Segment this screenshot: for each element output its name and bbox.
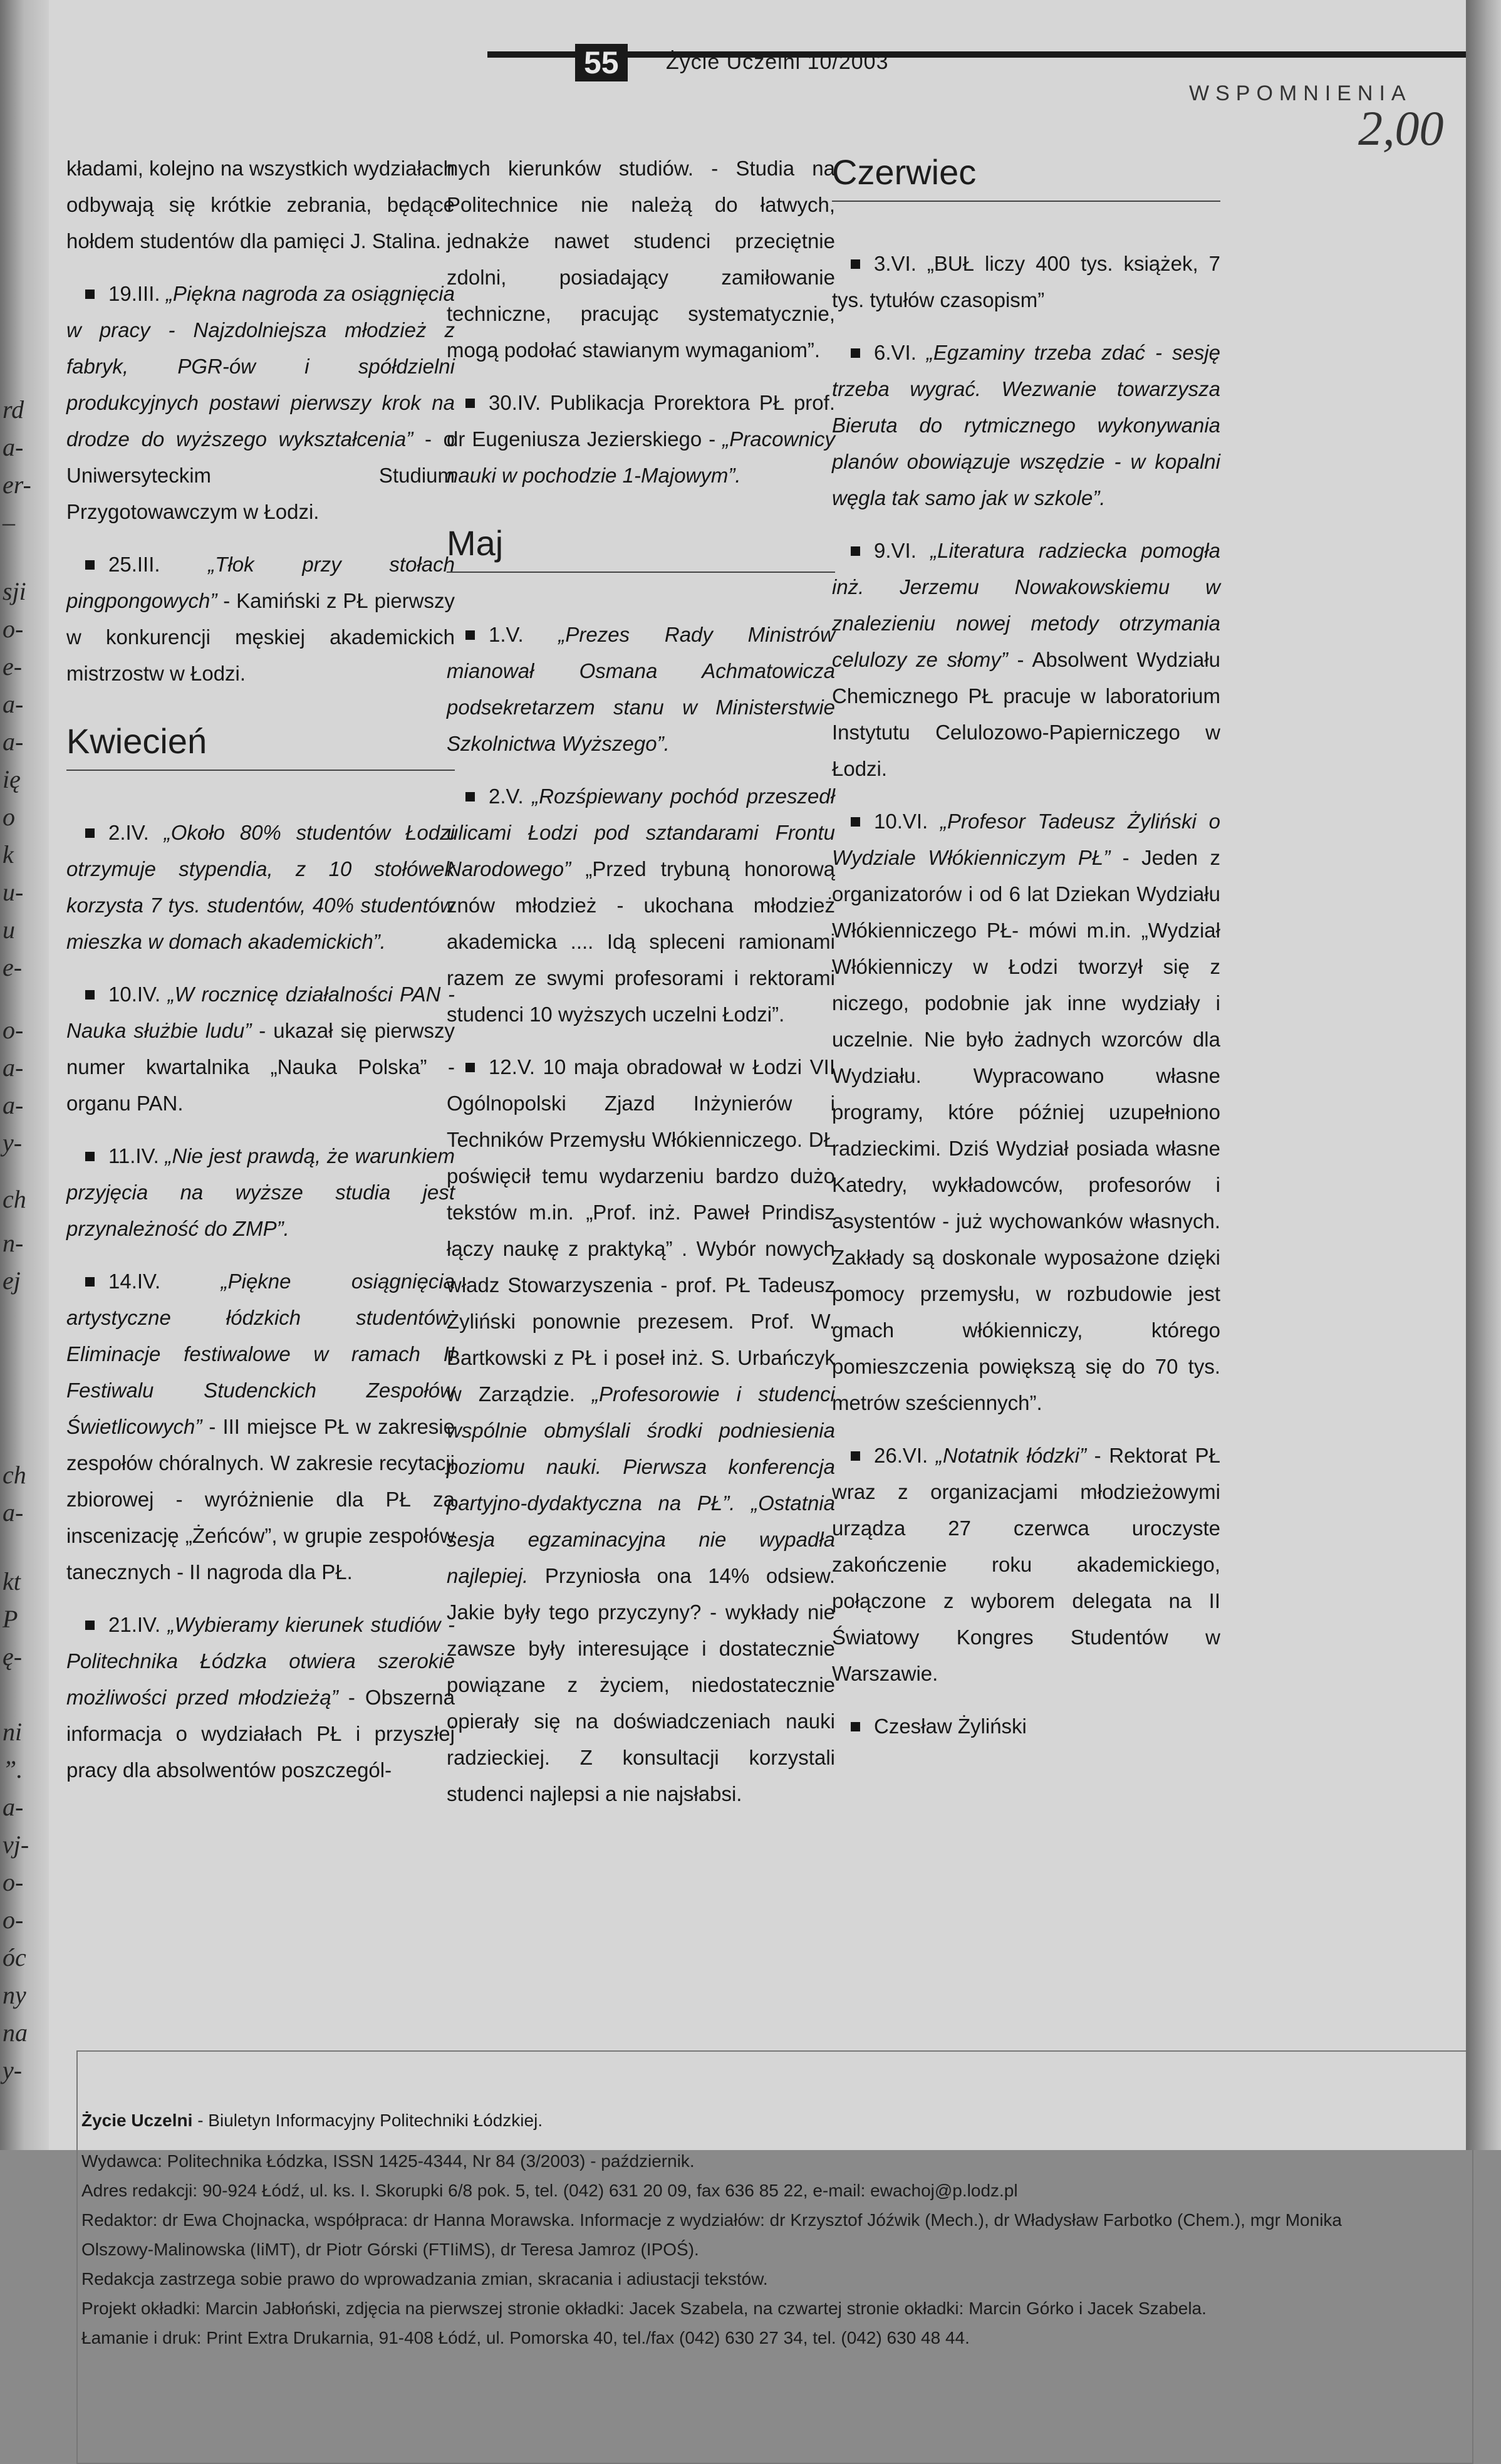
margin-fragment: ”. (3, 1755, 23, 1783)
entry-date: 21.IV. (108, 1613, 161, 1636)
paragraph: 19.III. „Piękna nagroda za osiągnięcia w pracy - Najzdolniejsza młodzież z fabryk, PGR-ów i spółdzielni produkcyjnych postawi pierwszy krok na drodze do wyższego wykształcenia” - o Uniwersyteckim Studium Przygotowawczym w Łodzi. (66, 282, 455, 523)
paragraph (832, 335, 1220, 516)
colophon-text (81, 2106, 1460, 2352)
paragraph: 14.IV. „Piękne osiągnięcia artystyczne łódzkich studentów. Eliminacje festiwalowe w ramach II Festiwalu Studenckich Zespołów Świetlicowych” - III miejsce PŁ w zakresie zespołów chóralnych. W zakresie recytacji zbiorowej - wyróżnienie dla PŁ za inscenizację „Żeńców”, w grupie zespołów tanecznych - II nagroda dla PŁ. (66, 1270, 455, 1584)
margin-fragment: y- (3, 1129, 23, 1157)
paragraph: 21.IV. „Wybieramy kierunek studiów - Politechnika Łódzka otwiera szerokie możliwości przed młodzieżą” - Obszerna informacja o wydziałach PŁ i przyszłej pracy dla absolwentów poszczegól- (66, 1613, 455, 1782)
quote: „Pracownicy nauki w pochodzie 1-Majowym”. (447, 427, 836, 487)
colophon-box (76, 2050, 1473, 2464)
colophon-title: Życie Uczelni (81, 2111, 193, 2130)
author-signature: Czesław Żyliński (832, 1708, 1220, 1745)
paragraph: 30.IV. Publikacja Prorektora PŁ prof. dr Eugeniusza Jezierskiego - „Pracownicy nauki w pochodzie 1-Majowym”. (447, 391, 836, 487)
colophon-rights: Redakcja zastrzega sobie prawo do wprowadzania zmian, skracania i adiustacji tekstów. (81, 2269, 768, 2289)
entry-date: 3.VI. (874, 252, 917, 275)
margin-fragment: ny (3, 1981, 26, 2009)
margin-fragment: ch (3, 1461, 26, 1489)
entry-date: 12.V. (489, 1055, 536, 1078)
margin-fragment: rd (3, 395, 24, 424)
margin-fragment: a- (3, 1091, 24, 1119)
magazine-page (49, 0, 1483, 2347)
entry-date: 2.IV. (108, 821, 149, 844)
entry-date: 9.VI. (874, 539, 917, 562)
entry-date: 10.VI. (874, 810, 928, 833)
header-rule (487, 51, 1477, 58)
margin-fragment: o (3, 803, 15, 831)
entry-date: 11.IV. (108, 1144, 159, 1167)
colophon-publisher: Wydawca: Politechnika Łódzka, ISSN 1425-4344, Nr 84 (3/2003) - październik. (81, 2151, 695, 2171)
quote: „Wybieramy kierunek studiów - Politechnika Łódzka otwiera szerokie możliwości przed młodzieżą” (66, 1613, 455, 1709)
quote: „Nie jest prawdą, że warunkiem przyjęcia na wyższe studia jest przynależność do ZMP”. (66, 1144, 455, 1240)
quote: „Notatnik łódzki” (935, 1444, 1086, 1467)
handwritten-note: 2,00 (1358, 101, 1444, 155)
margin-fragment: a- (3, 433, 24, 461)
margin-fragment: e- (3, 652, 23, 681)
entry-date: 25.III. (108, 553, 160, 576)
quote: „Piękne osiągnięcia artystyczne łódzkich studentów. Eliminacje festiwalowe w ramach II Festiwalu Studenckich Zespołów Świetlicowych” (66, 1270, 455, 1438)
paragraph: 26.VI. „Notatnik łódzki” - Rektorat PŁ wraz z organizacjami młodzieżowymi urządza 27 czerwca uroczyste zakończenie roku akademickiego, połączone z wyborem delegata na II Światowy Kongres Studentów w Warszawie. (832, 1444, 1220, 1685)
margin-fragment: u (3, 916, 15, 944)
margin-fragment: P (3, 1605, 18, 1633)
paragraph: 25.III. „Tłok przy stołach pingpongowych” - Kamiński z PŁ pierwszy w konkurencji męskiej akademickich mistrzostw w Łodzi. (66, 553, 455, 685)
right-page-edge (1466, 0, 1501, 2150)
entry-date: 1.V. (489, 623, 524, 646)
margin-fragment: o- (3, 1016, 24, 1044)
entry-date: 10.IV. (108, 983, 161, 1006)
paragraph: 9.VI. „Literatura radziecka pomogła inż. Jerzemu Nowakowskiemu w znalezieniu nowej metody otrzymania celulozy ze słomy” - Absolwent Wydziału Chemicznego PŁ pracuje w laboratorium Instytutu Celulozowo-Papierniczego w Łodzi. (832, 539, 1221, 780)
month-heading-czerwiec: Czerwiec (832, 150, 1220, 202)
margin-fragment: sji (3, 577, 26, 605)
month-heading-maj: Maj (447, 521, 835, 573)
entry-date: 6.VI. (874, 341, 917, 364)
paragraph (447, 617, 835, 762)
column-1 (66, 150, 455, 1805)
margin-fragment: ę- (3, 1642, 23, 1671)
paragraph: 10.IV. „W rocznicę działalności PAN - Nauka służbie ludu” - ukazał się pierwszy numer kwartalnika „Nauka Polska” - organu PAN. (66, 983, 455, 1115)
quote: „Profesor Tadeusz Żyliński o Wydziale Włókienniczym PŁ” (832, 810, 1220, 869)
margin-fragment: a- (3, 1053, 24, 1082)
margin-fragment: a- (3, 690, 24, 718)
paragraph (66, 1138, 455, 1247)
margin-fragment: a- (3, 728, 24, 756)
paragraph: kładami, kolejno na wszystkich wydziałach odbywają się krótkie zebrania, będące hołdem studentów dla pamięci J. Stalina. (66, 157, 455, 253)
margin-fragment: a- (3, 1498, 24, 1527)
entry-date: 14.IV. (108, 1270, 161, 1293)
margin-fragment: ej (3, 1266, 21, 1295)
quote: „Egzaminy trzeba zdać - sesję trzeba wygrać. Wezwanie towarzysza Bieruta do rytmicznego wykonywania planów obowiązuje wszędzie - w kopalni węgla tak samo jak w szkole”. (832, 341, 1220, 509)
quote: „Rozśpiewany pochód przeszedł ulicami Łodzi pod sztandarami Frontu Narodowego” (447, 785, 835, 880)
colophon-address: Adres redakcji: 90-924 Łódź, ul. ks. I. Skorupki 6/8 pok. 5, tel. (042) 631 20 09, fax 636 85 22, e-mail: ewachoj@p.lodz.pl (81, 2181, 1018, 2200)
margin-fragment: a- (3, 1793, 24, 1821)
quote: „W rocznicę działalności PAN - Nauka służbie ludu” (66, 983, 455, 1042)
margin-fragment: o- (3, 1906, 24, 1934)
margin-fragment: kt (3, 1567, 21, 1595)
colophon-editor-cont: Olszowy-Malinowska (IiMT), dr Piotr Górski (FTIiMS), dr Teresa Jamroz (IPOŚ). (81, 2240, 699, 2259)
quote: „Piękna nagroda za osiągnięcia w pracy - Najzdolniejsza młodzież z fabryk, PGR-ów i spółdzielni produkcyjnych postawi pierwszy krok na drodze do wyższego wykształcenia” (66, 282, 455, 451)
quote: „Około 80% studentów Łodzi otrzymuje stypendia, z 10 stołówek korzysta 7 tys. studentów, 40% studentów mieszka w domach akademickich”. (66, 821, 455, 953)
margin-fragment: k (3, 840, 14, 869)
paragraph (66, 815, 455, 960)
margin-fragment: n- (3, 1229, 24, 1257)
page-number: 55 (575, 44, 628, 81)
margin-fragment: vj- (3, 1830, 29, 1859)
margin-fragment: óc (3, 1943, 26, 1971)
colophon-print: Łamanie i druk: Print Extra Drukarnia, 91-408 Łódź, ul. Pomorska 40, tel./fax (042) 630 27 34, tel. (042) 630 48 44. (81, 2328, 970, 2347)
margin-fragment: ni (3, 1718, 23, 1746)
entry-date: 2.V. (489, 785, 524, 808)
margin-fragment: ię (3, 765, 21, 793)
column-3 (832, 150, 1220, 1761)
paragraph: 10.VI. „Profesor Tadeusz Żyliński o Wydziale Włókienniczym PŁ” - Jeden z organizatorów i od 6 lat Dziekan Wydziału Włókienniczego PŁ- mówi m.in. „Wydział Włókienniczy w Łodzi tworzył się z niczego, podobnie jak inne wydziały i uczelnie. Nie było żadnych wzorców dla Wydziału. Wypracowano własne programy, które później uzupełniono radzieckimi. Dziś Wydział posiada własne Katedry, wykładowców, profesorów i asystentów - już wychowanków własnych. Zakłady są doskonale wyposażone dzięki pomocy przemysłu, w rozbudowie jest gmach włókienniczy, którego pomieszczenia powiększą się do 70 tys. metrów sześciennych”. (832, 810, 1220, 1414)
paragraph: nych kierunków studiów. - Studia na Politechnice nie należą do łatwych, jednakże nawet studenci przeciętnie zdolni, posiadający zamiłowanie techniczne, pracując systematycznie, mogą podołać stawianym wymaganiom”. (447, 157, 835, 362)
margin-fragment: u- (3, 878, 24, 906)
margin-fragment: o- (3, 615, 24, 643)
colophon-title-line: Życie Uczelni - Biuletyn Informacyjny Politechniki Łódzkiej. (81, 2111, 543, 2130)
entry-date: 19.III. (108, 282, 160, 305)
margin-fragment: na (3, 2018, 28, 2047)
entry-date: 30.IV. (489, 391, 541, 414)
quote: „Profesorowie i studenci wspólnie obmyślali środki podniesienia poziomu nauki. Pierwsza konferencja partyjno-dydaktyczna na PŁ”. „Ostatnia sesja egzaminacyjna nie wypadła najlepiej. (447, 1382, 836, 1587)
column-2 (447, 150, 835, 1829)
paragraph: 2.V. „Rozśpiewany pochód przeszedł ulicami Łodzi pod sztandarami Frontu Narodowego” „Przed trybuną honorową znów młodzież - ukochana młodzież akademicka .... Idą spleceni ramionami razem ze swymi profesorami i rektorami studenci 10 wyższych uczelni Łodzi”. (447, 785, 836, 1026)
margin-fragment: e- (3, 953, 23, 981)
paragraph: 3.VI. „BUŁ liczy 400 tys. książek, 7 tys. tytułów czasopism” (832, 252, 1220, 311)
entry-date: 26.VI. (874, 1444, 928, 1467)
margin-fragment: y- (3, 2056, 23, 2084)
journal-issue: Życie Uczelni 10/2003 (666, 50, 889, 74)
colophon-editor: Redaktor: dr Ewa Chojnacka, współpraca: dr Hanna Morawska. Informacje z wydziałów: dr Krzysztof Jóźwik (Mech.), dr Władysław Farbotko (Chem.), mgr Monika (81, 2210, 1342, 2230)
paragraph: 12.V. 10 maja obradował w Łodzi VII Ogólnopolski Zjazd Inżynierów i Techników Przemysłu Włókienniczego. DŁ poświęcił temu wydarzeniu bardzo dużo tekstów m.in. „Prof. inż. Paweł Prindisz łączy naukę z praktyką” . Wybór nowych władz Stowarzyszenia - prof. PŁ Tadeusz Żyliński ponownie prezesem. Prof. W. Bartkowski z PŁ i poseł inż. S. Urbańczyk w Zarządzie. „Profesorowie i studenci wspólnie obmyślali środki podniesienia poziomu nauki. Pierwsza konferencja partyjno-dydaktyczna na PŁ”. „Ostatnia sesja egzaminacyjna nie wypadła najlepiej. Przyniosła ona 14% odsiew. Jakie były tego przyczyny? - wykłady nie zawsze były interesujące i dostatecznie powiązane z życiem, niedostatecznie opierały się na doświadczeniach nauki radzieckiej. Z konsultacji korzystali studenci najlepsi a nie najsłabsi. (447, 1055, 836, 1805)
quote: „Literatura radziecka pomogła inż. Jerzemu Nowakowskiemu w znalezieniu nowej metody otrzymania celulozy ze słomy” (832, 539, 1221, 671)
margin-fragment: er- (3, 471, 31, 499)
quote: „Prezes Rady Ministrów mianował Osmana Achmatowicza podsekretarzem stanu w Ministerstwie Szkolnictwa Wyższego”. (447, 623, 835, 755)
margin-fragment: – (3, 508, 15, 536)
month-heading-kwiecien: Kwiecień (66, 719, 455, 771)
quote: „Tłok przy stołach pingpongowych” (66, 553, 455, 612)
colophon-cover: Projekt okładki: Marcin Jabłoński, zdjęcia na pierwszej stronie okładki: Jacek Szabela, na czwartej stronie okładki: Marcin Górko i Jacek Szabela. (81, 2299, 1207, 2318)
margin-fragment: o- (3, 1868, 24, 1896)
section-title: WSPOMNIENIA (1189, 81, 1412, 105)
margin-fragment: ch (3, 1185, 26, 1213)
